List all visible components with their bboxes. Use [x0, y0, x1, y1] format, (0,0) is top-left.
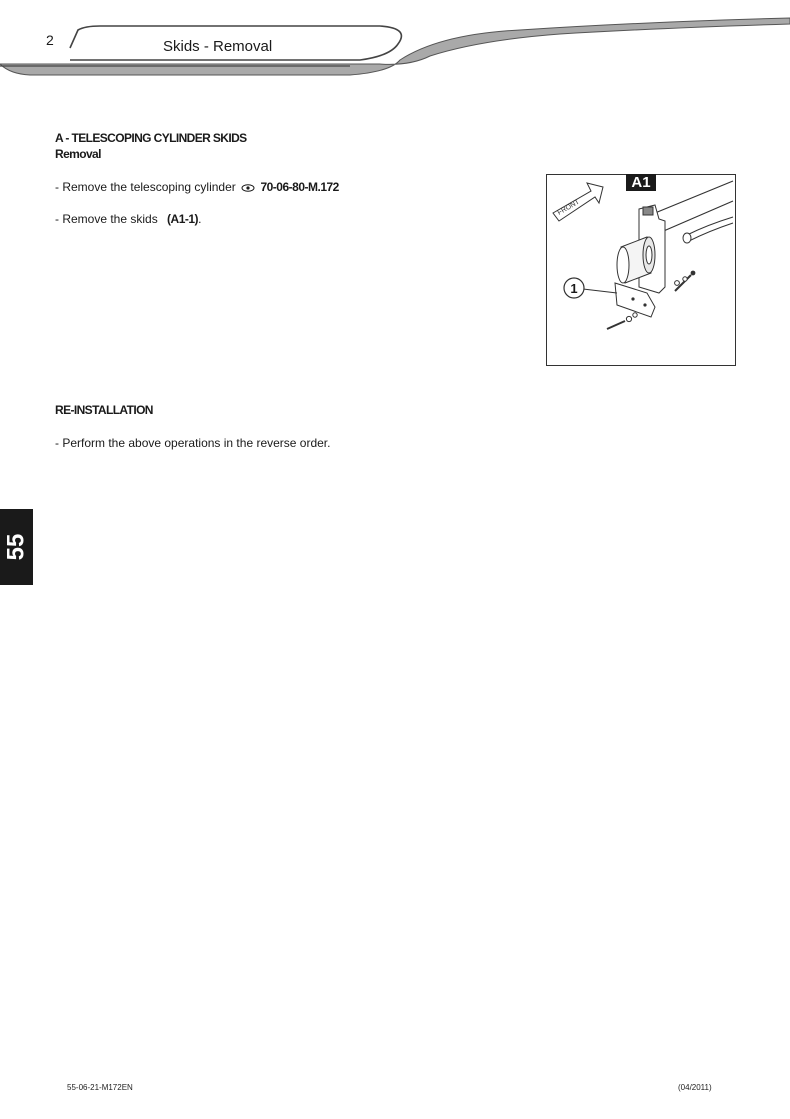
section-subtitle: Removal — [55, 147, 101, 161]
section-title: A - TELESCOPING CYLINDER SKIDS — [55, 131, 247, 145]
callout-number: 1 — [570, 281, 578, 296]
figure-label: A1 — [626, 174, 656, 191]
step-text: - Remove the skids — [55, 212, 158, 226]
reinstall-step: - Perform the above operations in the reverse order. — [55, 436, 331, 450]
front-label: FRONT — [556, 198, 581, 217]
document-date: (04/2011) — [678, 1083, 712, 1092]
chapter-tab — [0, 509, 33, 585]
period: . — [198, 212, 202, 226]
document-code: 55-06-21-M172EN — [67, 1083, 133, 1092]
eye-reference-icon — [241, 184, 255, 192]
manual-reference-link[interactable]: 70-06-80-M.172 — [260, 180, 339, 194]
skids-diagram — [547, 175, 735, 365]
chapter-number: 55 — [2, 533, 30, 561]
header-swoosh — [0, 0, 790, 80]
step-remove-skids — [55, 212, 201, 226]
figure-reference: (A1-1) — [167, 212, 199, 226]
page-number: 2 — [46, 32, 54, 48]
step-text: - Remove the telescoping cylinder — [55, 180, 236, 194]
step-remove-cylinder — [55, 180, 339, 194]
reinstall-title: RE-INSTALLATION — [55, 403, 153, 417]
page-title: Skids - Removal — [163, 38, 273, 55]
figure-a1 — [546, 174, 736, 366]
